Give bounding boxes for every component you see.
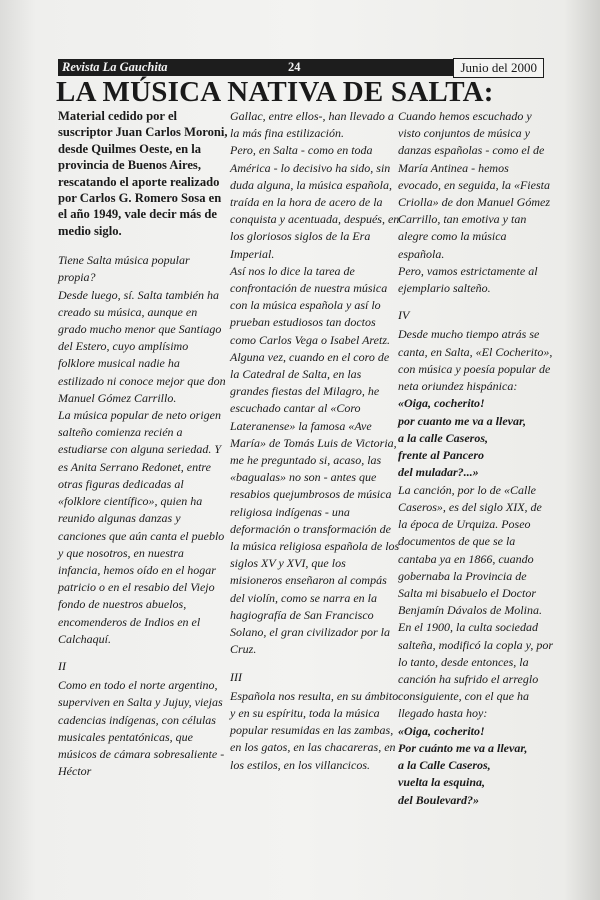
song-line: por cuanto me va a llevar, <box>398 413 526 428</box>
article-title: LA MÚSICA NATIVA DE SALTA: <box>56 76 494 108</box>
paragraph: Como en todo el norte argentino, superviven en Salta y Jujuy, viejas cadencias indígenas, con células musicales pentatónicas, que músicos de cámara sobresaliente - Héctor <box>58 678 225 779</box>
paragraph: Así nos lo dice la tarea de confrontación de nuestra música con la música española y así lo prueban estudiosos tan doctos como Carlos Vega o Isabel Aretz. <box>230 263 390 347</box>
intro-paragraph: Material cedido por el suscriptor Juan Carlos Moroni, desde Quilmes Oeste, en la provincia de Buenos Aires, rescatando el aporte realizado por Carlos G. Romero Sosa en el año 1949, vale decir más de medio siglo. <box>58 109 228 238</box>
song-line: del Boulevard?» <box>398 792 479 807</box>
column-3 <box>398 108 553 809</box>
paragraph: Pero, en Salta - como en toda América - lo decisivo ha sido, sin duda alguna, la música española, traída en la hora de acero de la conquista y acentuada, después, en los gloriosos siglos de la Era Imperial. <box>230 143 400 261</box>
page-header <box>58 59 544 76</box>
section-heading-iv: IV <box>398 308 410 323</box>
paragraph: Gallac, entre ellos-, han llevado a la más fina estilización. <box>230 109 394 141</box>
page-number: 24 <box>288 60 301 74</box>
section-heading-ii: II <box>58 658 66 673</box>
column-2 <box>230 108 400 774</box>
column-1 <box>58 108 228 780</box>
paragraph: Desde mucho tiempo atrás se canta, en Salta, «El Cocherito», con música y poesía popular de neta oriundez hispánica: <box>398 327 553 394</box>
paragraph: Pero, vamos estrictamente al ejemplario salteño. <box>398 263 538 296</box>
song-line: «Oiga, cocherito! <box>398 396 485 411</box>
paragraph: Alguna vez, cuando en el coro de la Catedral de Salta, en las grandes fiestas del Milagro, he escuchado cantar al «Coro Lateranense» la famosa «Ave María» de Tomás Luis de Victoria, me he preguntado si, acaso, las «bagualas» no son - antes que resabios quejumbrosos de música religiosa indígenas - una deformación o transformación de la música religiosa española de los siglos XV y XVI, que los misioneros enseñaron al compás del violín, como se narra en la hagiografía de San Francisco Solano, el gran civilizador por la Cruz. <box>230 349 400 657</box>
song-line: vuelta la esquina, <box>398 775 486 790</box>
paragraph: Española nos resulta, en su ámbito y en su espíritu, toda la música popular resumidas en las zambas, en los gatos, en las chacareras, en los estilos, en los villancicos. <box>230 688 399 772</box>
magazine-name: Revista La Gauchita <box>62 60 168 74</box>
song-line: Por cuánto me va a llevar, <box>398 740 528 755</box>
paragraph: La canción, por lo de «Calle Caseros», es del siglo XIX, de la época de Urquiza. Poseo documentos de que se la cantaba ya en 1866, cuando gobernaba la Provincia de Salta mi bisabuelo el Doctor Benjamín Dávalos de Molina. En el 1900, la culta sociedad salteña, modificó la copla y, por lo tanto, desde entonces, la canción ha sufrido el arreglo consiguiente, con el que ha llegado hasta hoy: <box>398 482 553 721</box>
paragraph: Desde luego, sí. Salta también ha creado su música, aunque en grado mucho menor que Santiago del Estero, cuyo amplísimo folklore musical nadie ha estilizado ni conoce mejor que don Manuel Gómez Carrillo. <box>58 287 226 405</box>
issue-date: Junio del 2000 <box>453 58 544 78</box>
paragraph: Cuando hemos escuchado y visto conjuntos de música y danzas españolas - como el de María Antinea - hemos evocado, en seguida, la «Fiesta Criolla» de don Manuel Gómez Carrillo, tan emotiva y tan alegre como la música española. <box>398 109 550 261</box>
song-line: «Oiga, cocherito! <box>398 723 485 738</box>
song-line: frente al Pancero <box>398 448 484 463</box>
song-line: del muladar?...» <box>398 465 479 480</box>
paragraph: Tiene Salta música popular propia? <box>58 253 190 285</box>
song-line: a la calle Caseros, <box>398 430 488 445</box>
section-heading-iii: III <box>230 669 242 684</box>
song-line: a la Calle Caseros, <box>398 758 491 773</box>
paragraph: La música popular de neto origen salteño comienza recién a estudiarse con alguna seriedad. Y es Anita Serrano Redonet, entre otras figuras dedicadas al «folklore científico», quien ha reunido algunas danzas y canciones que aún canta el pueblo y que nosotros, en nuestra infancia, hemos oído en el hogar patricio o en el resabio del Viejo fondo de nuestros abuelos, encomenderos de Indios en el Calchaquí. <box>58 408 225 646</box>
